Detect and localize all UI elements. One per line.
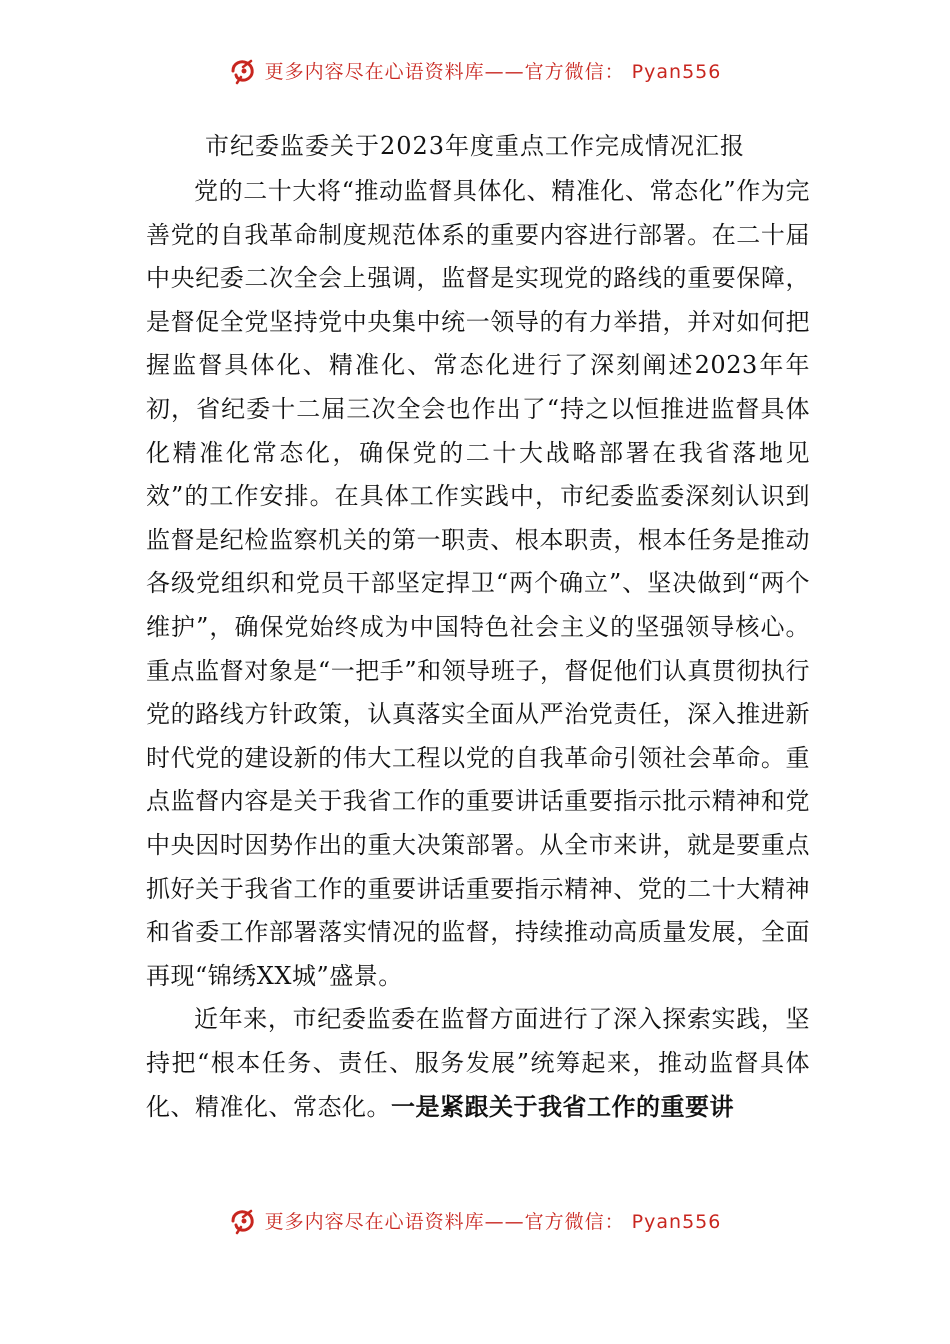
brand-logo-icon <box>229 57 259 85</box>
header-watermark-text: 更多内容尽在心语资料库——官方微信： Pyan556 <box>264 60 722 83</box>
paragraph-1-text: 党的二十大将“推动监督具体化、精准化、常态化”作为完善党的自我革命制度规范体系的重要内容进行部署。在二十届中央纪委二次全会上强调，监督是实现党的路线的重要保障，是督促全党坚持党中央集中统一领导的有力举措，并对如何把握监督具体化、精准化、常态化进行了深刻阐述2023年年初，省纪委十二届三次全会也作出了“持之以恒推进监督具体化精准化常态化，确保党的二十大战略部署在我省落地见效”的工作安排。在具体工作实践中，市纪委监委深刻认识到监督是纪检监察机关的第一职责、根本职责，根本任务是推动各级党组织和党员干部坚定捍卫“两个确立”、坚决做到“两个维护”，确保党始终成为中国特色社会主义的坚强领导核心。重点监督对象是“一把手”和领导班子，督促他们认真贯彻执行党的路线方针政策，认真落实全面从严治党责任，深入推进新时代党的建设新的伟大工程以党的自我革命引领社会革命。重点监督内容是关于我省工作的重要讲话重要指示批示精神和党中央因时因势作出的重大决策部署。从全市来讲，就是要重点抓好关于我省工作的重要讲话重要指示精神、党的二十大精神和省委工作部署落实情况的监督，持续推动高质量发展，全面再现“锦绣XX城”盛景。 <box>146 177 810 990</box>
paragraph-1 <box>146 170 810 998</box>
document-body <box>146 170 810 1130</box>
header-watermark <box>0 52 950 88</box>
paragraph-2 <box>146 998 810 1130</box>
paragraph-2-bold-text: 一是紧跟关于我省工作的重要讲 <box>391 1092 734 1122</box>
footer-watermark <box>0 1202 950 1238</box>
paragraph-2-text: 近年来，市纪委监委在监督方面进行了深入探索实践，坚持把“根本任务、责任、服务发展”统筹起来，推动监督具体化、精准化、常态化。 <box>146 1005 810 1122</box>
document-title: 市纪委监委关于2023年度重点工作完成情况汇报 <box>204 132 746 160</box>
brand-logo-icon <box>229 1207 259 1235</box>
footer-watermark-text: 更多内容尽在心语资料库——官方微信： Pyan556 <box>264 1210 722 1233</box>
